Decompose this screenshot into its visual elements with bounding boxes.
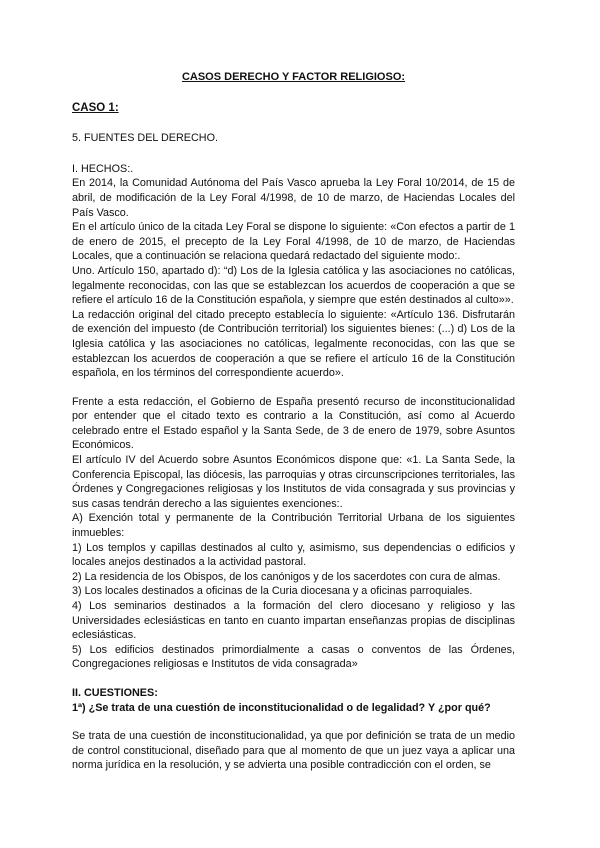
list-item: 1) Los templos y capillas destinados al culto y, asimismo, sus dependencias o edificios y locales anejos destinados a la actividad pastoral. bbox=[72, 541, 515, 569]
question: 1ª) ¿Se trata de una cuestión de inconstitucionalidad o de legalidad? Y ¿por qué? bbox=[72, 701, 491, 714]
spacer bbox=[72, 381, 515, 395]
spacer bbox=[72, 715, 515, 729]
hechos-heading: I. HECHOS:. bbox=[72, 162, 134, 175]
paragraph: Uno. Artículo 150, apartado d): “d) Los de la Iglesia católica y las asociaciones no católicas, legalmente reconocidas, con las que se establezcan los acuerdos de cooperación a que se refiere el artículo 16 de la Constitución española, y siempre que estén destinados al culto»». bbox=[72, 264, 515, 307]
paragraph: En el artículo único de la citada Ley Foral se dispone lo siguiente: «Con efectos a partir de 1 de enero de 2015, el precepto de la Ley Foral 4/1998, de 10 de marzo, de Haciendas Locales, que a continuación se relaciona quedará redactado del siguiente modo:. bbox=[72, 221, 515, 263]
list-item: 5) Los edificios destinados primordialmente a casas o conventos de las Órdenes, Congregaciones religiosas e Institutos de vida consagrada» bbox=[72, 643, 515, 671]
answer: Se trata de una cuestión de inconstitucionalidad, ya que por definición se trata de un medio de control constitucional, diseñado para que al momento de que un juez vaya a aplicar una norma jurídica en la resolución, y se advierta una posible contradicción con el orden, se bbox=[72, 730, 515, 772]
list-item: 4) Los seminarios destinados a la formación del clero diocesano y religioso y las Universidades eclesiásticas en tanto en cuanto impartan enseñanzas propias de disciplinas eclesiásticas. bbox=[72, 600, 515, 642]
case-heading: CASO 1: bbox=[72, 101, 119, 114]
paragraph: A) Exención total y permanente de la Contribución Territorial Urbana de los siguientes inmuebles: bbox=[72, 512, 515, 540]
document-title: CASOS DERECHO Y FACTOR RELIGIOSO: bbox=[181, 71, 406, 83]
cuestiones-heading: II. CUESTIONES: bbox=[72, 686, 158, 699]
paragraph: Frente a esta redacción, el Gobierno de España presentó recurso de inconstitucionalidad por entender que el citado texto es contrario a la Constitución, así como al Acuerdo celebrado entre el Estado español y la Santa Sede, de 3 de enero de 1979, sobre Asuntos Económicos. bbox=[72, 395, 515, 452]
paragraph: El artículo IV del Acuerdo sobre Asuntos Económicos dispone que: «1. La Santa Sede, la Conferencia Episcopal, las diócesis, las parroquias y otras circunscripciones territoriales, las Órdenes y Congregaciones religiosas y los Institutos de vida consagrada y sus provincias y sus casas tendrán derecho a las siguientes exenciones:. bbox=[72, 454, 515, 510]
list-item: 3) Los locales destinados a oficinas de la Curia diocesana y a oficinas parroquiales. bbox=[72, 585, 473, 598]
paragraph: La redacción original del citado precepto establecía lo siguiente: «Artículo 136. Disfrutarán de exención del impuesto (de Contribución territorial) los siguientes bienes: (...) d) Los de la Iglesia católica y las asociaciones no católicas, legalmente reconocidas, con las que se establezcan los acuerdos de cooperación a que se refiere el artículo 16 de la Constitución española, en los términos del correspondiente acuerdo». bbox=[72, 308, 515, 380]
list-item: 2) La residencia de los Obispos, de los canónigos y de los sacerdotes con cura de almas. bbox=[72, 570, 501, 583]
section-heading: 5. FUENTES DEL DERECHO. bbox=[72, 132, 218, 145]
spacer bbox=[72, 672, 515, 686]
paragraph: En 2014, la Comunidad Autónoma del País Vasco aprueba la Ley Foral 10/2014, de 15 de abril, de modificación de la Ley Foral 4/1998, de 10 de marzo, de Haciendas Locales del País Vasco. bbox=[72, 177, 515, 219]
